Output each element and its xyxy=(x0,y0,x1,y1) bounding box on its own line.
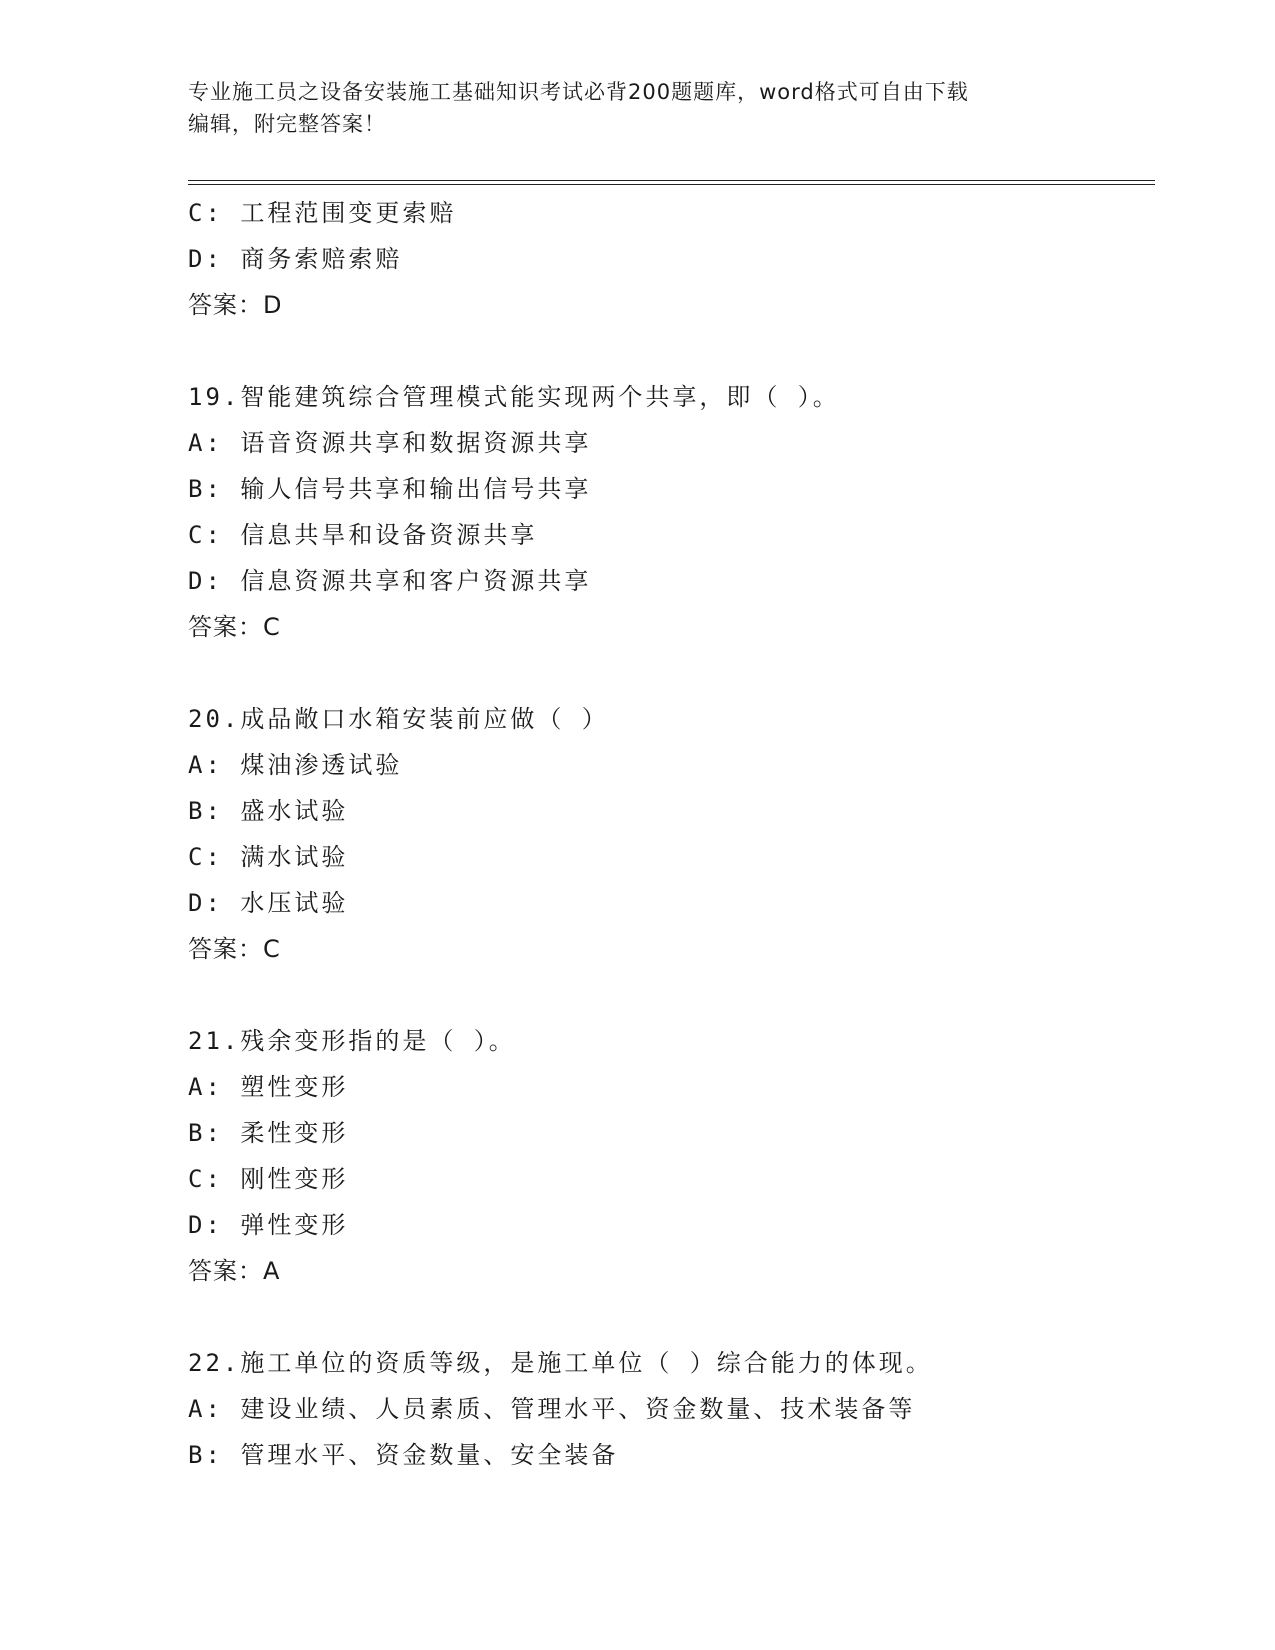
option-d: D: 弹性变形 xyxy=(188,1211,349,1239)
option-c: C: 信息共旱和设备资源共享 xyxy=(188,521,538,549)
question-stem: 21.残余变形指的是（ ）。 xyxy=(188,1027,516,1055)
option-d: D: 商务索赔索赔 xyxy=(188,245,403,273)
option-c: C: 满水试验 xyxy=(188,843,349,871)
option-a: A: 语音资源共享和数据资源共享 xyxy=(188,429,592,457)
option-b: B: 柔性变形 xyxy=(188,1119,349,1147)
question-list xyxy=(188,190,1168,1478)
option-c: C: 刚性变形 xyxy=(188,1165,349,1193)
header-line-2: 编辑，附完整答案！ xyxy=(188,112,386,136)
answer: 答案：C xyxy=(188,613,281,641)
option-a: A: 塑性变形 xyxy=(188,1073,349,1101)
option-b: B: 盛水试验 xyxy=(188,797,349,825)
option-b: B: 管理水平、资金数量、安全装备 xyxy=(188,1441,619,1469)
header-line-1: 专业施工员之设备安装施工基础知识考试必背200题题库，word格式可自由下载 xyxy=(188,80,969,104)
header-rule-top xyxy=(188,180,1155,181)
option-b: B: 输人信号共享和输出信号共享 xyxy=(188,475,592,503)
answer: 答案：C xyxy=(188,935,281,963)
option-d: D: 信息资源共享和客户资源共享 xyxy=(188,567,592,595)
document-header xyxy=(188,76,1088,140)
answer: 答案：A xyxy=(188,1257,281,1285)
option-c: C: 工程范围变更索赔 xyxy=(188,199,457,227)
answer: 答案：D xyxy=(188,291,283,319)
header-rule-bottom xyxy=(188,184,1155,185)
option-d: D: 水压试验 xyxy=(188,889,349,917)
question-stem: 19.智能建筑综合管理模式能实现两个共享，即（ ）。 xyxy=(188,383,840,411)
question-stem: 22.施工单位的资质等级，是施工单位（ ）综合能力的体现。 xyxy=(188,1349,933,1377)
question-stem: 20.成品敞口水箱安装前应做（ ） xyxy=(188,705,609,733)
option-a: A: 煤油渗透试验 xyxy=(188,751,403,779)
option-a: A: 建设业绩、人员素质、管理水平、资金数量、技术装备等 xyxy=(188,1395,916,1423)
